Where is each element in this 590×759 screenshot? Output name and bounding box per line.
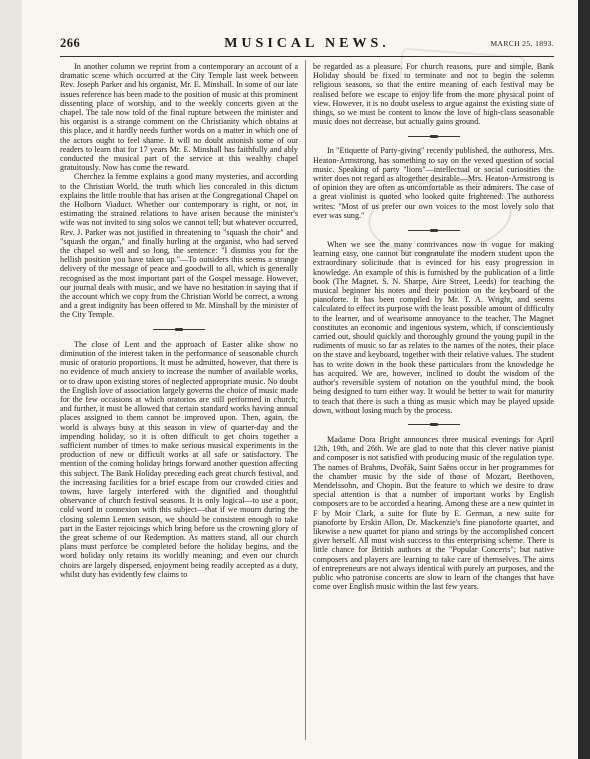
article-separator	[313, 220, 554, 240]
article-separator	[60, 320, 298, 340]
page-number: 266	[60, 36, 81, 50]
binding-edge	[578, 0, 590, 759]
issue-date: MARCH 25, 1893.	[490, 39, 554, 48]
paragraph: The close of Lent and the approach of Easter alike show no diminution of the interest taken in the performance of seasonable church music of oratorio proportions. It must be admitted, however, that there is no evidence of much anxiety to increase the number of available works, or to draw upon existing stores of neglected appropriate music. No doubt the English love of association largely governs the choice of music made for the few occasions at which oratorios are still performed in church; and further, it must be allowed that certain standard works having annual places assigned to them cannot be improved upon. Then, again, the world is always busy at this season in view of quarter-day and the impending holiday, so it is often difficult to get choirs together a sufficient number of times to make serious musical experiments in the production of new or difficult works at all safe or satisfactory. The mention of the coming holiday brings forward another question affecting this subject. The Bank Holiday preceding each great church festival, and the increasing facilities for a brief escape from our crowded cities and towns, have largely interfered with the dignified and thoughtful observance of church festival seasons. It is only logical—to use a poor, cold word in connexion with this subject—that if we mourn during the closing solemn Lenten season, we should be consistent enough to take part in the Easter rejoicings which bring before us the crowning glory of the great scheme of our Redemption. As matters stand, all our church plans must perforce be completed before the holiday begins, and the word holiday only retains its worldly meaning; and even our church choirs are largely dispersed, enjoyment being readily accepted as a duty, whilst duty has evidently few claims to	[60, 339, 298, 579]
paragraph: Cherchez la femme explains a good many mysteries, and according to the Christian World, the truth which lies concealed in this dictum explains the little trouble that has arisen at the Congregational Chapel on the Holborn Viaduct. Whether our contemporary is right, or not, in estimating the strained relations to have arisen because the minister's wife was not invited to sing solos we cannot tell; but whatever occurred, Rev. J. Parker was not justified in threatening to "squash the choir" and "squash the organ," and finally hurling at the organist, who had served the chapel so well and so long, the sentence: "I dismiss you for the hellish position you have taken up."—To outsiders this seems a strange delivery of the message of peace and goodwill to all, which is generally recognised as the most important part of the Gospel message. However, our journal deals with music, and we have no hesitation in saying that if the account which we copy from the Christian World be correct, a wrong and a great indignity has been offered to Mr. Minshall by the minister of the City Temple.	[60, 172, 298, 320]
header-rule	[60, 56, 554, 57]
column-divider	[305, 60, 306, 740]
paragraph: be regarded as a pleasure. For church reasons, pure and simple, Bank Holiday should be fixed to terminate and not to begin the solemn religious seasons, so that the entire meaning of each festival may be realised before we escape to enjoy life from the more physical point of view. However, it is no doubt useless to argue against the existing state of things, so we must be content to know the love of high-class seasonable music does not decrease, but actually gains ground.	[313, 62, 554, 127]
paragraph: When we see the many contrivances now in vogue for making learning easy, one cannot but congratulate the modern student upon the extraordinary solicitude that is evinced for his easy progression in knowledge. An example of this is furnished by the publication of a little book (The Magnet. S. N. Sharpe, Aire Street, Leeds) for teaching the musical beginner his notes and their position on the keyboard of the pianoforte. It has been compiled by Mr. T. A. Wright, and seems calculated to effect its purpose with the least possible amount of difficulty to the learner, and of wearisome annoyance to the teacher. The Magnet constitutes an economic and ingenious system, which, if conscientiously carried out, should quickly and thoroughly ground the young pupil in the rudiments of music so far as relates to the names of the notes, their place on the stave and keyboard, together with their relative values. The student has to write down in the book these particulars from the knowledge he has acquired. We are, however, inclined to doubt the wisdom of the author's reversible system of notation on the youthful mind, the book being designed to turn either way. It would be better to wait for maturity to teach that there is such a thing as music which may be played upside down, without losing much by the process.	[313, 240, 554, 415]
page-header	[60, 36, 554, 52]
publication-title: MUSICAL NEWS.	[224, 36, 390, 51]
article-separator	[313, 415, 554, 435]
paragraph: In "Etiquette of Party-giving" recently published, the authoress, Mrs. Heaton-Armstrong, has something to say on the vexed question of social music. Speaking of party "lions"—intellectual or social curiosities the writer does not regard as altogether desirable—Mrs. Heaton-Armstrong is of opinion they are often as uncomfortable as their admirers. The case of a great violinist is quoted who looked quite frightened. The authoress writes: "Most of us prefer our own voices to the most lovely solo that ever was sung."	[313, 146, 554, 220]
article-separator	[313, 126, 554, 146]
paragraph: In another column we reprint from a contemporary an account of a dramatic scene which occurred at the City Temple last week between Rev. Joseph Parker and his organist, Mr. E. Minshall. In some of our late issues reference has been made to the position of music at this prominent dissenting place of worship, and to the weekly concerts given at the chapel. The tale now told of the final rupture between the minister and his organist is a strange comment on the Christianity which obtains at this place, and it hardly needs further words on a matter in which one of the actors ought to feel shame. It will no doubt astonish some of our readers to learn that for 17 years Mr. E. Minshall has faithfully and ably conducted the musical part of the service at this wealthy chapel gratuitously. Now has come the reward.	[60, 62, 298, 173]
right-column	[313, 62, 554, 591]
paragraph: Madame Dora Bright announces three musical evenings for April 12th, 19th, and 26th. We are glad to note that this clever native pianist and composer is not satisfied with producing music of the regulation type. The names of Brahms, Dvořák, Saint Saëns occur in her programmes for the chamber music by the side of those of Mozart, Beethoven, Mendelssohn, and Chopin. But the feature to which we desire to draw special attention is that a number of important works by English composers are to be accorded a hearing. Among these are a new quintet in F by Moir Clark, a suite for flute by E. German, a new suite for pianoforte by Erskin Allon, Dr. Mackenzie's fine pianoforte quartet, and likewise a new quartet for piano and strings by the accomplished concert giver herself. All must wish success to this enterprising scheme. There is little chance for British authors at the "Popular Concerts"; but native composers and players are learning to take care of themselves. The aims of entrepreneurs are not always identical with purely art purposes, and the public who patronise concerts are slow to learn of the changes that have come over English music within the last few years.	[313, 434, 554, 592]
left-column	[60, 62, 298, 579]
